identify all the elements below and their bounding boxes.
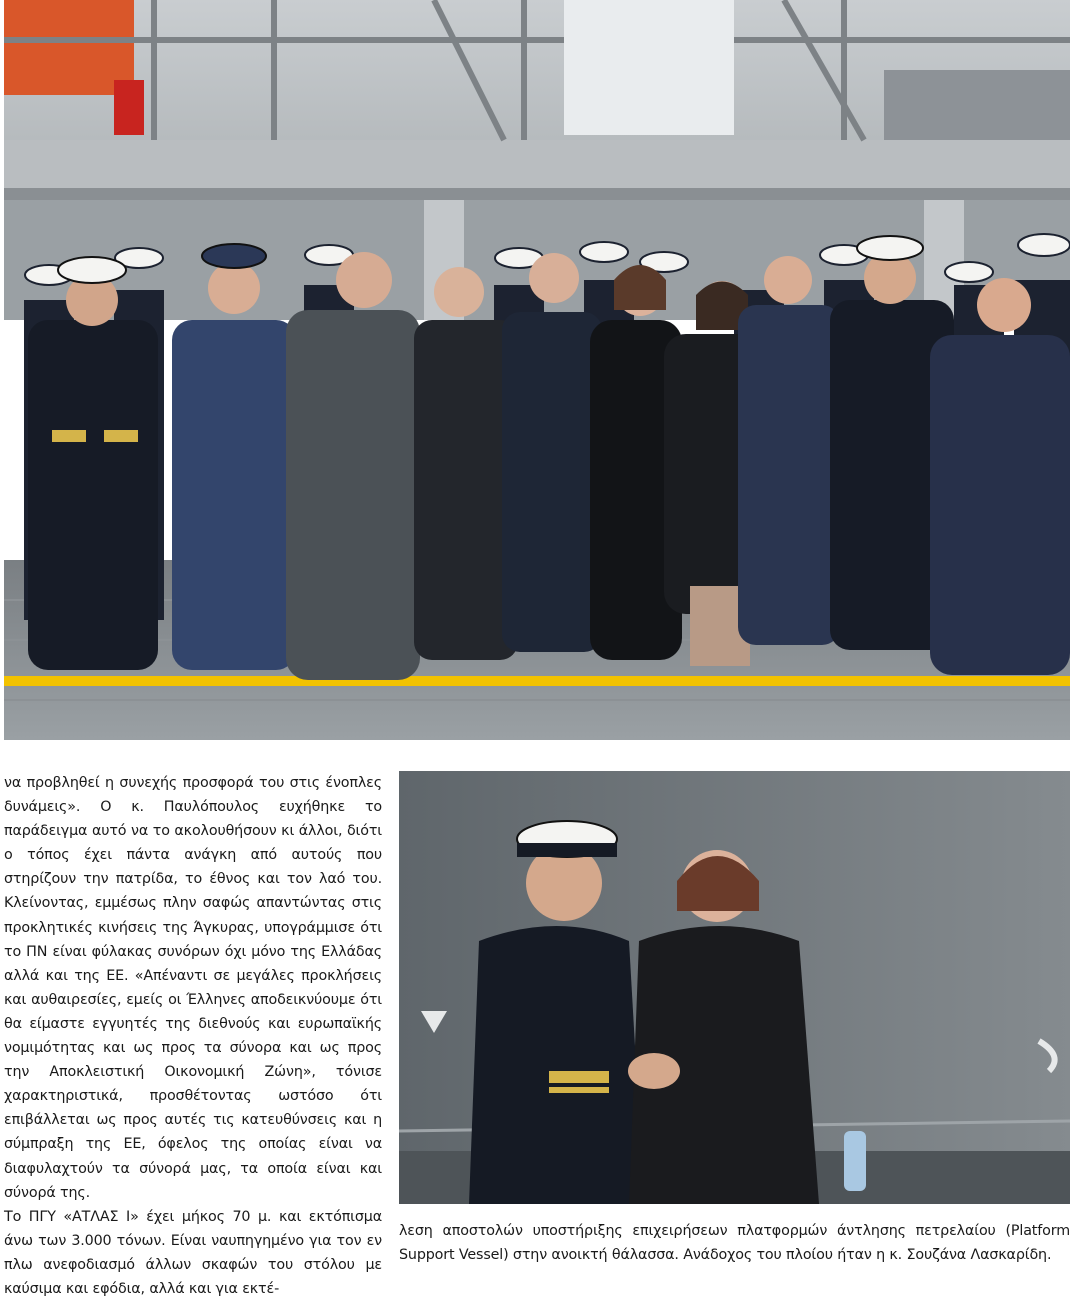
- handshake-photo: [399, 771, 1070, 1204]
- article-left-column: [4, 771, 382, 1301]
- group-photo: [4, 0, 1070, 740]
- article-paragraph: λεση αποστολών υποστήριξης επιχειρήσεων πλατφορμών άντλησης πετρελαίου (Platform Support Vessel) στην ανοικτή θάλασσα. Ανάδοχος του πλοίου ήταν η κ. Σουζάνα Λασκαρίδη.: [399, 1223, 1070, 1264]
- handshake-photo-illustration: [399, 771, 1070, 1204]
- group-photo-illustration: [4, 0, 1070, 740]
- article-paragraph: Το ΠΓΥ «ΑΤΛΑΣ Ι» έχει μήκος 70 μ. και εκτόπισμα άνω των 3.000 τόνων. Είναι ναυπηγημένο για τον εν πλω ανεφοδιασμό άλλων σκαφών του στόλου με καύσιμα και εφόδια, αλλά και για εκτέ-: [4, 1208, 382, 1297]
- article-paragraph: να προβληθεί η συνεχής προσφορά του στις ένοπλες δυνάμεις». Ο κ. Παυλόπουλος ευχήθηκε το παράδειγμα αυτό να το ακολουθήσουν κι άλλοι, διότι ο τόπος έχει πάντα ανάγκη από αυτούς που στηρίζουν την πατρίδα, το έθνος και τον λαό του. Κλείνοντας, εμμέσως πλην σαφώς απαντώντας στις προκλητικές κινήσεις της Άγκυρας, υπογράμμισε ότι το ΠΝ είναι φύλακας συνόρων όχι μόνο της Ελλάδας αλλά και της ΕΕ. «Απέναντι σε μεγάλες προκλήσεις και αυθαιρεσίες, εμείς οι Έλληνες αποδεικνύουμε ότι θα είμαστε εγγυητές της διεθνούς και ευρωπαϊκής νομιμότητας και ως προς τα σύνορα και ως προς την Αποκλειστική Οικονομική Ζώνη», τόνισε χαρακτηριστικά, προσθέτοντας ωστόσο ότι επιβάλλεται ως προς αυτές τις κατευθύνσεις και η σύμπραξη της ΕΕ, όφελος της οποίας είναι να διαφυλαχτούν τα σύνορά μας, τα οποία είναι και σύνορά της.: [4, 775, 382, 1201]
- article-right-column: [399, 1219, 1070, 1267]
